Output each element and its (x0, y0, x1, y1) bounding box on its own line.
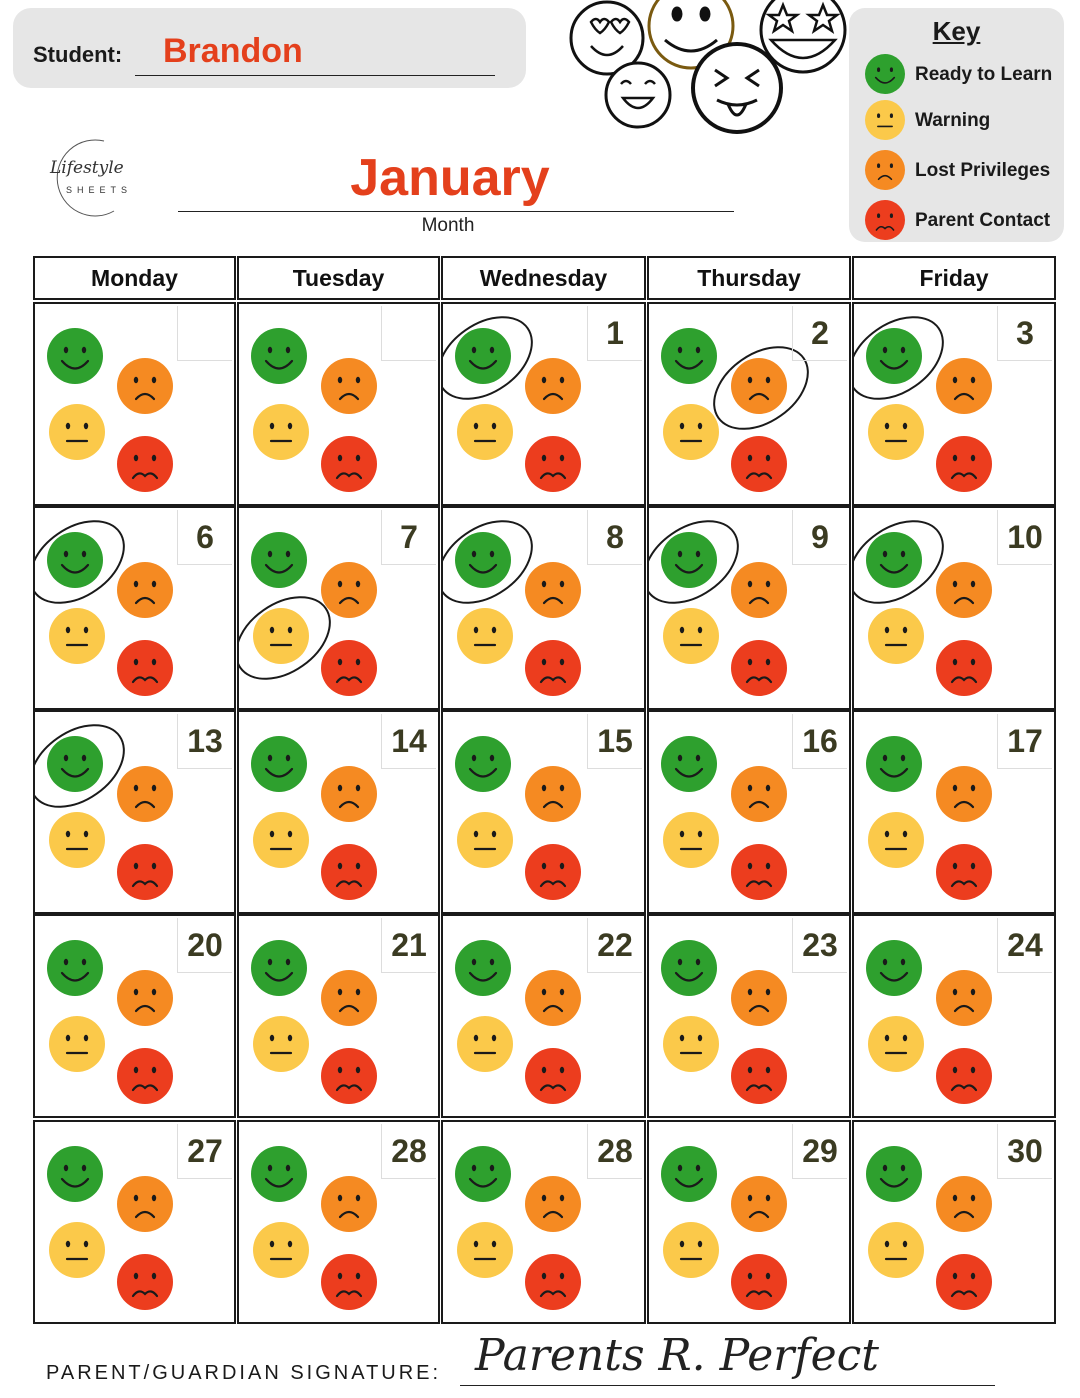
lost-privileges-face-icon (731, 562, 787, 618)
lost-privileges-face-icon (321, 562, 377, 618)
calendar-day-cell[interactable] (647, 914, 851, 1118)
day-header-thursday: Thursday (647, 256, 851, 300)
calendar-day-cell[interactable] (852, 914, 1056, 1118)
lost-privileges-face-icon (117, 358, 173, 414)
day-number: 6 (177, 510, 232, 565)
day-number: 24 (997, 918, 1052, 973)
ready-to-learn-face-icon (866, 736, 922, 792)
calendar-day-cell[interactable] (237, 302, 440, 506)
calendar-day-cell[interactable] (441, 710, 646, 914)
parent-contact-face-icon (731, 640, 787, 696)
calendar-day-cell[interactable] (852, 302, 1056, 506)
day-number: 23 (792, 918, 847, 973)
warning-face-icon (457, 1016, 513, 1072)
parent-contact-face-icon (525, 640, 581, 696)
ready-to-learn-face-icon (866, 940, 922, 996)
warning-face-icon (868, 812, 924, 868)
parent-contact-face-icon (321, 844, 377, 900)
day-header-wednesday: Wednesday (441, 256, 646, 300)
ready-to-learn-face-icon (251, 736, 307, 792)
parent-contact-face-icon (117, 1048, 173, 1104)
day-number: 27 (177, 1124, 232, 1179)
parent-contact-face-icon (936, 1254, 992, 1310)
lost-privileges-face-icon (731, 970, 787, 1026)
lost-privileges-face-icon (936, 1176, 992, 1232)
ready-to-learn-face-icon (866, 532, 922, 588)
warning-face-icon (868, 1016, 924, 1072)
day-number: 15 (587, 714, 642, 769)
parent-contact-face-icon (936, 1048, 992, 1104)
parent-contact-face-icon (525, 1254, 581, 1310)
day-number: 21 (381, 918, 436, 973)
lost-privileges-face-icon (321, 766, 377, 822)
parent-contact-face-icon (525, 844, 581, 900)
day-number: 30 (997, 1124, 1052, 1179)
lost-privileges-face-icon (117, 766, 173, 822)
calendar-day-cell[interactable] (852, 506, 1056, 710)
warning-face-icon (457, 812, 513, 868)
day-number: 9 (792, 510, 847, 565)
ready-to-learn-face-icon (47, 736, 103, 792)
calendar-day-cell[interactable] (33, 1120, 236, 1324)
warning-face-icon (868, 1222, 924, 1278)
warning-face-icon (457, 608, 513, 664)
warning-face-icon (49, 1016, 105, 1072)
ready-to-learn-face-icon (251, 532, 307, 588)
parent-contact-face-icon (731, 436, 787, 492)
calendar-day-cell[interactable] (237, 506, 440, 710)
ready-to-learn-face-icon (455, 1146, 511, 1202)
calendar-day-cell[interactable] (237, 914, 440, 1118)
day-number (381, 306, 436, 361)
calendar-day-cell[interactable] (33, 506, 236, 710)
calendar-day-cell[interactable] (647, 302, 851, 506)
warning-face-icon (49, 404, 105, 460)
calendar-day-cell[interactable] (33, 710, 236, 914)
key-item-label: Ready to Learn (915, 64, 1053, 85)
calendar-day-cell[interactable] (647, 1120, 851, 1324)
day-number: 16 (792, 714, 847, 769)
parent-contact-face-icon (731, 1048, 787, 1104)
day-number: 3 (997, 306, 1052, 361)
ready-to-learn-face-icon (47, 328, 103, 384)
day-number: 20 (177, 918, 232, 973)
day-number: 28 (381, 1124, 436, 1179)
day-number: 17 (997, 714, 1052, 769)
warning-face-icon (663, 608, 719, 664)
logo-line1: Lifestyle (50, 158, 124, 178)
calendar-day-cell[interactable] (237, 710, 440, 914)
calendar-day-cell[interactable] (647, 710, 851, 914)
day-number: 13 (177, 714, 232, 769)
day-number: 22 (587, 918, 642, 973)
day-number: 2 (792, 306, 847, 361)
day-number: 7 (381, 510, 436, 565)
ready-to-learn-face-icon (661, 940, 717, 996)
warning-face-icon (868, 608, 924, 664)
key-item-label: Warning (915, 110, 991, 131)
parent-contact-face-icon (936, 436, 992, 492)
warning-face-icon (663, 1222, 719, 1278)
warning-face-icon (457, 404, 513, 460)
ready-to-learn-face-icon (866, 1146, 922, 1202)
student-label: Student: (33, 42, 123, 67)
parent-contact-face-icon (117, 436, 173, 492)
month-label: Month (421, 215, 475, 236)
parent-contact-face-icon (321, 1048, 377, 1104)
lost-privileges-face-icon (321, 358, 377, 414)
lost-privileges-face-icon (731, 766, 787, 822)
calendar-day-cell[interactable] (441, 1120, 646, 1324)
ready-to-learn-face-icon (251, 940, 307, 996)
lost-privileges-face-icon (525, 1176, 581, 1232)
ready-to-learn-face-icon (455, 736, 511, 792)
ready-to-learn-face-icon (661, 532, 717, 588)
calendar-day-cell[interactable] (852, 1120, 1056, 1324)
parent-contact-face-icon (321, 1254, 377, 1310)
ready-to-learn-face-icon (455, 532, 511, 588)
calendar-day-cell[interactable] (441, 506, 646, 710)
day-number: 10 (997, 510, 1052, 565)
lost-privileges-face-icon (936, 562, 992, 618)
ready-to-learn-face-icon (661, 1146, 717, 1202)
ready-to-learn-face-icon (661, 736, 717, 792)
day-header-friday: Friday (852, 256, 1056, 300)
lost-privileges-face-icon (936, 766, 992, 822)
lost-privileges-face-icon (731, 1176, 787, 1232)
lost-privileges-face-icon (731, 358, 787, 414)
calendar-day-cell[interactable] (237, 1120, 440, 1324)
lost-privileges-face-icon (525, 358, 581, 414)
day-number: 28 (587, 1124, 642, 1179)
warning-face-icon (253, 608, 309, 664)
lost-privileges-face-icon (321, 1176, 377, 1232)
warning-face-icon (663, 404, 719, 460)
lost-privileges-face-icon (525, 970, 581, 1026)
lost-privileges-face-icon (525, 766, 581, 822)
parent-contact-face-icon (525, 1048, 581, 1104)
warning-face-icon (253, 1222, 309, 1278)
ready-to-learn-face-icon (47, 532, 103, 588)
parent-contact-face-icon (936, 844, 992, 900)
calendar-day-cell[interactable] (441, 302, 646, 506)
parent-contact-face-icon (731, 1254, 787, 1310)
day-number: 1 (587, 306, 642, 361)
parent-contact-face-icon (117, 640, 173, 696)
parent-contact-face-icon (321, 640, 377, 696)
day-header-tuesday: Tuesday (237, 256, 440, 300)
calendar-day-cell[interactable] (441, 914, 646, 1118)
warning-face-icon (663, 1016, 719, 1072)
ready-to-learn-face-icon (251, 1146, 307, 1202)
lost-privileges-face-icon (117, 970, 173, 1026)
warning-face-icon (49, 1222, 105, 1278)
ready-to-learn-face-icon (47, 1146, 103, 1202)
lost-privileges-face-icon (117, 1176, 173, 1232)
lost-privileges-face-icon (936, 970, 992, 1026)
warning-face-icon (49, 812, 105, 868)
day-number: 8 (587, 510, 642, 565)
day-number: 14 (381, 714, 436, 769)
key-title: Key (932, 16, 981, 46)
parent-contact-face-icon (321, 436, 377, 492)
logo-line2: SHEETS (66, 185, 133, 195)
day-header-monday: Monday (33, 256, 236, 300)
warning-face-icon (457, 1222, 513, 1278)
signature-line (460, 1385, 995, 1386)
warning-face-icon (49, 608, 105, 664)
key-item-label: Parent Contact (915, 210, 1051, 231)
parent-contact-face-icon (117, 844, 173, 900)
warning-face-icon (253, 404, 309, 460)
day-number: 29 (792, 1124, 847, 1179)
ready-to-learn-face-icon (866, 328, 922, 384)
calendar-day-cell[interactable] (33, 302, 236, 506)
ready-to-learn-face-icon (251, 328, 307, 384)
signature-label: PARENT/GUARDIAN SIGNATURE: (46, 1362, 442, 1384)
ready-to-learn-face-icon (661, 328, 717, 384)
month-name: January (350, 149, 550, 207)
parent-contact-face-icon (936, 640, 992, 696)
signature-value: Parents R. Perfect (475, 1330, 879, 1381)
day-number (177, 306, 232, 361)
parent-contact-face-icon (525, 436, 581, 492)
parent-contact-face-icon (117, 1254, 173, 1310)
calendar-day-cell[interactable] (852, 710, 1056, 914)
warning-face-icon (663, 812, 719, 868)
lost-privileges-face-icon (321, 970, 377, 1026)
warning-face-icon (868, 404, 924, 460)
calendar-day-cell[interactable] (647, 506, 851, 710)
ready-to-learn-face-icon (47, 940, 103, 996)
key-item-label: Lost Privileges (915, 160, 1051, 181)
lost-privileges-face-icon (936, 358, 992, 414)
lost-privileges-face-icon (117, 562, 173, 618)
parent-contact-face-icon (731, 844, 787, 900)
student-name: Brandon (163, 32, 303, 70)
warning-face-icon (253, 1016, 309, 1072)
lost-privileges-face-icon (525, 562, 581, 618)
warning-face-icon (253, 812, 309, 868)
calendar-day-cell[interactable] (33, 914, 236, 1118)
ready-to-learn-face-icon (455, 940, 511, 996)
ready-to-learn-face-icon (455, 328, 511, 384)
